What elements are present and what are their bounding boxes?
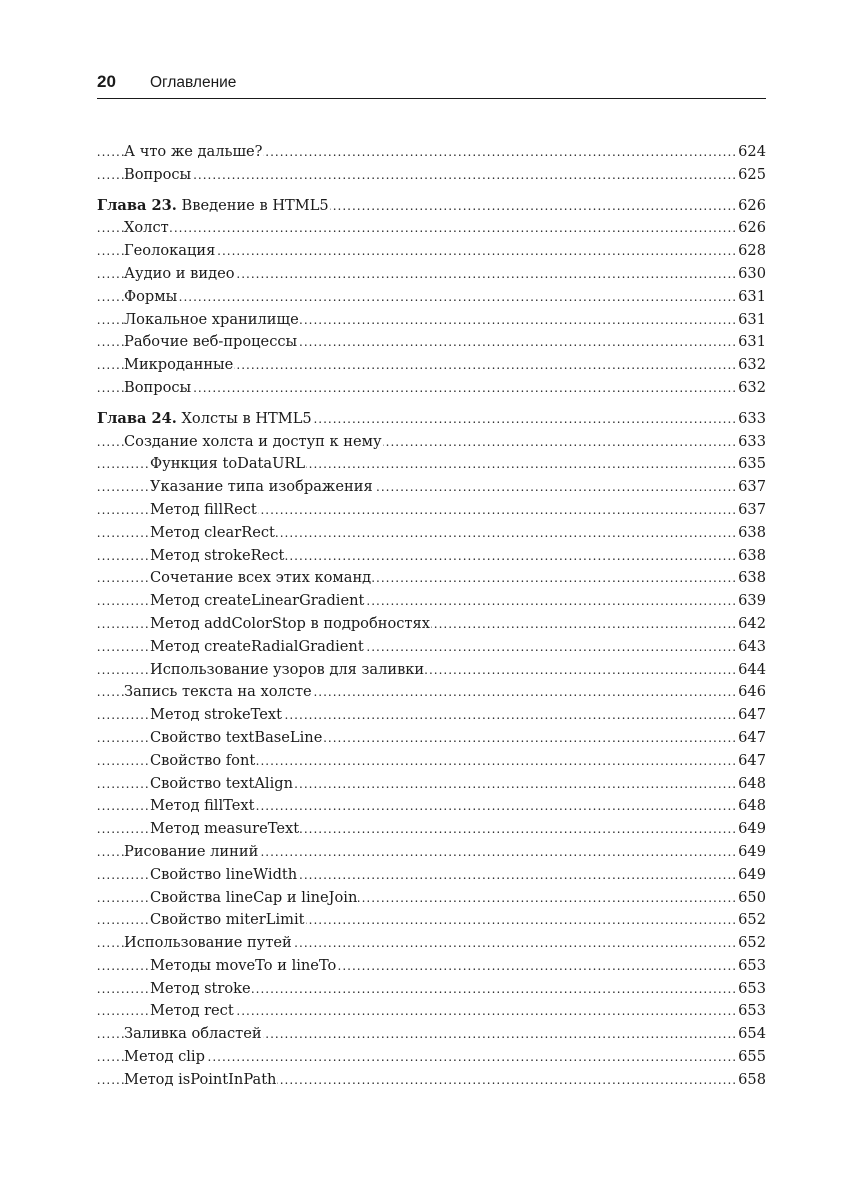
toc-entry-label: [124, 1025, 263, 1042]
dot-leader: [97, 164, 766, 187]
toc-section-entry: [97, 1023, 766, 1046]
toc-entry-title: Метод strokeRect: [150, 546, 285, 564]
toc-page-number: 638: [737, 545, 766, 568]
toc-page-number: 653: [737, 1000, 766, 1023]
toc-entry-label: [150, 911, 306, 928]
toc-entry-title: Микроданные: [124, 356, 234, 374]
toc-page-number: 628: [737, 240, 766, 263]
toc-entry-title: Метод stroke: [150, 979, 251, 997]
toc-subsection-entry: [97, 750, 766, 773]
toc-subsection-entry: [97, 909, 766, 932]
toc-page-number: 653: [737, 978, 766, 1001]
toc-entry-label: [124, 1071, 277, 1088]
toc-section-entry: [97, 681, 766, 704]
toc-subsection-entry: [97, 499, 766, 522]
dot-leader: [97, 377, 766, 400]
toc-page-number: 646: [737, 681, 766, 704]
toc-page-number: 652: [737, 932, 766, 955]
toc-section-entry: [97, 354, 766, 377]
toc-entry-title: Методы moveTo и lineTo: [150, 956, 337, 974]
toc-entry-title: Метод fillRect: [150, 500, 257, 518]
toc-entry-label: [150, 569, 372, 586]
toc-page-number: 635: [737, 453, 766, 476]
toc-page-number: 630: [737, 263, 766, 286]
toc-entry-title: Рабочие веб-процессы: [124, 333, 298, 351]
toc-entry-label: [150, 638, 365, 655]
toc-entry-title: Метод fillText: [150, 797, 255, 815]
toc-page-number: 649: [737, 818, 766, 841]
toc-entry-label: [124, 333, 298, 350]
toc-entry-title: Свойства lineCap и lineJoin: [150, 888, 358, 906]
toc-entry-title: Рисование линий: [124, 842, 259, 860]
toc-section-entry: [97, 431, 766, 454]
toc-entry-title: Использование узоров для заливки: [150, 660, 425, 678]
toc-entry-label: [150, 547, 285, 564]
toc-entry-label: [150, 957, 337, 974]
toc-subsection-entry: [97, 1000, 766, 1023]
toc-entry-title: Аудио и видео: [124, 264, 235, 282]
toc-page-number: 643: [737, 636, 766, 659]
toc-entry-title: Метод measureText: [150, 820, 300, 838]
toc-entry-label: [150, 820, 300, 837]
toc-section-entry: [97, 309, 766, 332]
toc-entry-title: Холсты в HTML5: [181, 409, 312, 427]
toc-entry-label: [124, 219, 170, 236]
toc-entry-title: Формы: [124, 287, 178, 305]
toc-entry-label: [124, 265, 236, 282]
toc-page-number: 647: [737, 727, 766, 750]
toc-section-entry: [97, 164, 766, 187]
toc-page-number: 639: [737, 590, 766, 613]
toc-entry-label: [150, 524, 276, 541]
toc-subsection-entry: [97, 659, 766, 682]
toc-entry-title: Метод strokeText: [150, 706, 282, 724]
dot-leader: [97, 217, 766, 240]
toc-section-entry: [97, 377, 766, 400]
toc-page-number: 631: [737, 309, 766, 332]
toc-entry-label: [150, 501, 258, 518]
toc-group: [97, 408, 766, 1092]
toc-entry-label: [150, 592, 365, 609]
toc-entry-label: [150, 775, 294, 792]
toc-page-number: 654: [737, 1023, 766, 1046]
toc-entry-label: [150, 1002, 235, 1019]
toc-entry-label: [124, 379, 192, 396]
toc-entry-label: [124, 288, 178, 305]
toc-entry-title: А что же дальше?: [124, 143, 263, 160]
table-of-contents: [97, 141, 766, 1100]
toc-section-entry: [97, 1069, 766, 1092]
toc-subsection-entry: [97, 773, 766, 796]
toc-section-entry: [97, 217, 766, 240]
toc-section-entry: [97, 141, 766, 164]
toc-chapter-entry: [97, 195, 766, 218]
toc-group: [97, 195, 766, 400]
toc-page-number: 626: [737, 217, 766, 240]
toc-entry-title: Указание типа изображения: [150, 478, 373, 496]
dot-leader: [97, 286, 766, 309]
running-header: [97, 72, 766, 99]
toc-entry-title: Геолокация: [124, 242, 216, 260]
toc-entry-title: Метод rect: [150, 1002, 234, 1020]
toc-page-number: 648: [737, 795, 766, 818]
toc-page-number: 632: [737, 354, 766, 377]
toc-entry-title: Свойство font: [150, 751, 256, 769]
toc-entry-label: [124, 433, 383, 450]
toc-subsection-entry: [97, 522, 766, 545]
toc-entry-label: [150, 797, 255, 814]
toc-subsection-entry: [97, 887, 766, 910]
toc-entry-label: [124, 143, 263, 160]
toc-subsection-entry: [97, 864, 766, 887]
toc-group: [97, 141, 766, 187]
toc-subsection-entry: [97, 590, 766, 613]
toc-entry-label: [150, 752, 256, 769]
toc-section-entry: [97, 263, 766, 286]
toc-entry-label: [124, 1048, 206, 1065]
toc-entry-label: [124, 166, 192, 183]
toc-subsection-entry: [97, 818, 766, 841]
toc-page-number: 647: [737, 750, 766, 773]
toc-section-entry: [97, 286, 766, 309]
toc-entry-title: Заливка областей: [124, 1025, 262, 1043]
toc-subsection-entry: [97, 727, 766, 750]
toc-entry-title: Метод clip: [124, 1048, 205, 1066]
toc-subsection-entry: [97, 476, 766, 499]
toc-entry-title: Метод isPointInPath: [124, 1070, 277, 1088]
toc-entry-label: [150, 729, 323, 746]
toc-page-number: 655: [737, 1046, 766, 1069]
toc-entry-label: [97, 197, 330, 214]
toc-page-number: 642: [737, 613, 766, 636]
toc-entry-title: Вопросы: [124, 378, 192, 396]
toc-entry-label: [150, 706, 283, 723]
toc-page-number: 638: [737, 567, 766, 590]
toc-entry-title: Метод createLinearGradient: [150, 592, 365, 610]
toc-subsection-entry: [97, 795, 766, 818]
toc-page-number: 637: [737, 476, 766, 499]
toc-entry-label: [124, 356, 234, 373]
toc-section-entry: [97, 932, 766, 955]
toc-page-number: 648: [737, 773, 766, 796]
toc-entry-title: Метод addColorStop в подробностях: [150, 614, 430, 632]
toc-entry-label: [150, 478, 374, 495]
toc-entry-title: Функция toDataURL: [150, 455, 306, 473]
toc-entry-title: Создание холста и доступ к нему: [124, 432, 382, 450]
toc-entry-title: Метод createRadialGradient: [150, 637, 364, 655]
toc-entry-title: Свойство textBaseLine: [150, 728, 323, 746]
toc-entry-label: [150, 661, 425, 678]
toc-entry-title: Введение в HTML5: [181, 196, 329, 214]
toc-page-number: 626: [737, 195, 766, 218]
toc-page-number: 644: [737, 659, 766, 682]
toc-entry-title: Вопросы: [124, 165, 192, 183]
toc-entry-title: Запись текста на холсте: [124, 683, 312, 701]
toc-page-number: 649: [737, 841, 766, 864]
toc-page-number: 632: [737, 377, 766, 400]
chapter-number: Глава 24.: [97, 409, 177, 427]
toc-entry-title: Метод clearRect: [150, 523, 275, 541]
page-number: 20: [97, 72, 116, 91]
toc-entry-title: Свойство lineWidth: [150, 865, 298, 883]
chapter-number: Глава 23.: [97, 196, 177, 214]
toc-entry-label: [150, 980, 252, 997]
toc-subsection-entry: [97, 567, 766, 590]
toc-page-number: 631: [737, 331, 766, 354]
toc-subsection-entry: [97, 636, 766, 659]
toc-page-number: 652: [737, 909, 766, 932]
toc-entry-title: Сочетание всех этих команд: [150, 569, 372, 587]
toc-subsection-entry: [97, 978, 766, 1001]
toc-page-number: 633: [737, 431, 766, 454]
toc-entry-title: Локальное хранилище: [124, 310, 299, 328]
toc-section-entry: [97, 841, 766, 864]
toc-entry-label: [124, 683, 313, 700]
toc-entry-title: Холст: [124, 219, 169, 237]
toc-page-number: 631: [737, 286, 766, 309]
toc-entry-title: Свойство miterLimit: [150, 911, 305, 929]
toc-page-number: 650: [737, 887, 766, 910]
toc-entry-label: [124, 242, 216, 259]
toc-section-entry: [97, 331, 766, 354]
toc-page-number: 653: [737, 955, 766, 978]
toc-entry-label: [150, 889, 358, 906]
toc-page-number: 637: [737, 499, 766, 522]
running-title: Оглавление: [150, 74, 237, 91]
toc-page-number: 649: [737, 864, 766, 887]
toc-entry-label: [150, 615, 431, 632]
toc-subsection-entry: [97, 955, 766, 978]
toc-subsection-entry: [97, 704, 766, 727]
toc-page-number: 647: [737, 704, 766, 727]
toc-section-entry: [97, 240, 766, 263]
toc-page-number: 633: [737, 408, 766, 431]
toc-page-number: 625: [737, 164, 766, 187]
toc-entry-label: [124, 311, 300, 328]
toc-entry-title: Использование путей: [124, 934, 292, 952]
toc-entry-label: [124, 843, 259, 860]
toc-subsection-entry: [97, 613, 766, 636]
toc-entry-title: Свойство textAlign: [150, 774, 293, 792]
toc-page-number: 624: [737, 141, 766, 164]
toc-subsection-entry: [97, 545, 766, 568]
toc-entry-label: [150, 455, 306, 472]
toc-section-entry: [97, 1046, 766, 1069]
toc-chapter-entry: [97, 408, 766, 431]
toc-entry-label: [150, 866, 298, 883]
toc-entry-label: [124, 934, 293, 951]
toc-entry-label: [97, 410, 313, 427]
toc-page-number: 658: [737, 1069, 766, 1092]
toc-page-number: 638: [737, 522, 766, 545]
toc-subsection-entry: [97, 453, 766, 476]
